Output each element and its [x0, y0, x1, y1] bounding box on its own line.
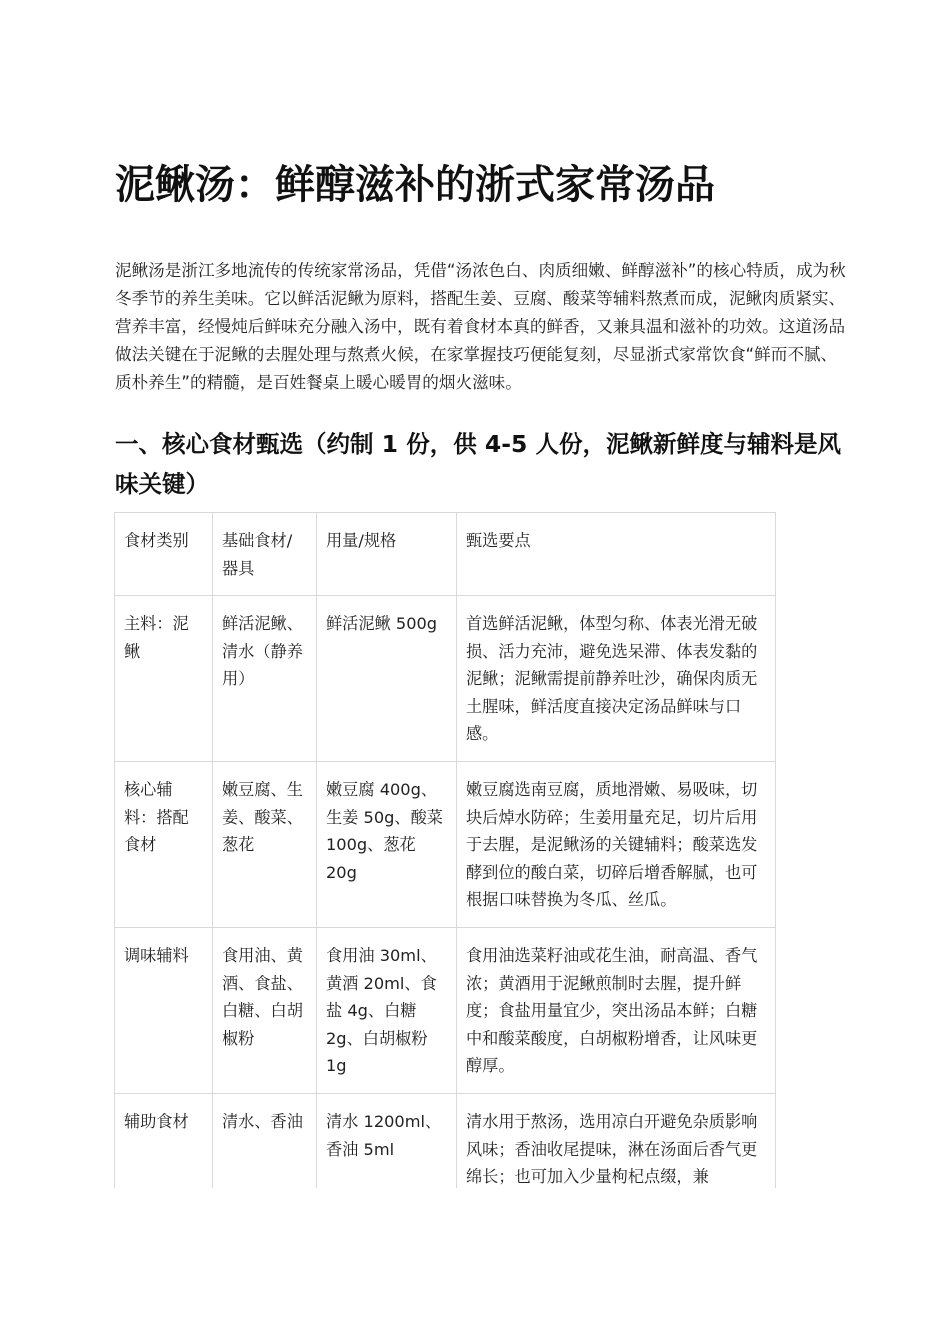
header-cell-category: 食材类别: [115, 513, 213, 596]
ingredients-table: [114, 512, 776, 1214]
header-cell-quantity: 用量/规格: [317, 513, 457, 596]
page-title: 泥鳅汤：鲜醇滋补的浙式家常汤品: [115, 162, 715, 208]
table-row: [115, 928, 776, 1094]
section-heading-ingredients: 一、核心食材甄选（约制 1 份，供 4-5 人份，泥鳅新鲜度与辅料是风味关键）: [115, 430, 842, 498]
table-cell: 清水用于熬汤，选用凉白开避免杂质影响风味；香油收尾提味，淋在汤面后香气更绵长；也可加入少量枸杞点缀，兼: [457, 1094, 776, 1214]
header-cell-ingredients: 基础食材/器具: [213, 513, 317, 596]
table-cell: 鲜活泥鳅、清水（静养用）: [213, 596, 317, 762]
table-cell: 食用油选菜籽油或花生油，耐高温、香气浓；黄酒用于泥鳅煎制时去腥，提升鲜度；食盐用量宜少，突出汤品本鲜；白糖中和酸菜酸度，白胡椒粉增香，让风味更醇厚。: [457, 928, 776, 1094]
table-cell: 辅助食材: [115, 1094, 213, 1214]
table-cell: 鲜活泥鳅 500g: [317, 596, 457, 762]
table-cell: 清水、香油: [213, 1094, 317, 1214]
header-cell-selection-tips: 甄选要点: [457, 513, 776, 596]
table-cell: 主料：泥鳅: [115, 596, 213, 762]
table-cell: 嫩豆腐 400g、生姜 50g、酸菜 100g、葱花 20g: [317, 762, 457, 928]
table-header-row: [115, 513, 776, 596]
table-cell: 嫩豆腐选南豆腐，质地滑嫩、易吸味，切块后焯水防碎；生姜用量充足，切片后用于去腥，是泥鳅汤的关键辅料；酸菜选发酵到位的酸白菜，切碎后增香解腻，也可根据口味替换为冬瓜、丝瓜。: [457, 762, 776, 928]
table-cell: 食用油 30ml、黄酒 20ml、食盐 4g、白糖 2g、白胡椒粉 1g: [317, 928, 457, 1094]
table-cell: 首选鲜活泥鳅，体型匀称、体表光滑无破损、活力充沛，避免选呆滞、体表发黏的泥鳅；泥鳅需提前静养吐沙，确保肉质无土腥味，鲜活度直接决定汤品鲜味与口感。: [457, 596, 776, 762]
table-cell: 嫩豆腐、生姜、酸菜、葱花: [213, 762, 317, 928]
table-cell: 调味辅料: [115, 928, 213, 1094]
page-bottom-margin: [0, 1188, 950, 1344]
table-cell: 核心辅料：搭配食材: [115, 762, 213, 928]
table-cell: 清水 1200ml、香油 5ml: [317, 1094, 457, 1214]
table-row: [115, 596, 776, 762]
table-cell: 食用油、黄酒、食盐、白糖、白胡椒粉: [213, 928, 317, 1094]
table-row: [115, 762, 776, 928]
intro-paragraph: 泥鳅汤是浙江多地流传的传统家常汤品，凭借“汤浓色白、肉质细嫩、鲜醇滋补”的核心特质，成为秋冬季节的养生美味。它以鲜活泥鳅为原料，搭配生姜、豆腐、酸菜等辅料熬煮而成，泥鳅肉质紧实、营养丰富，经慢炖后鲜味充分融入汤中，既有着食材本真的鲜香，又兼具温和滋补的功效。这道汤品做法关键在于泥鳅的去腥处理与熬煮火候，在家掌握技巧便能复刻，尽显浙式家常饮食“鲜而不腻、质朴养生”的精髓，是百姓餐桌上暖心暖胃的烟火滋味。: [115, 261, 846, 392]
